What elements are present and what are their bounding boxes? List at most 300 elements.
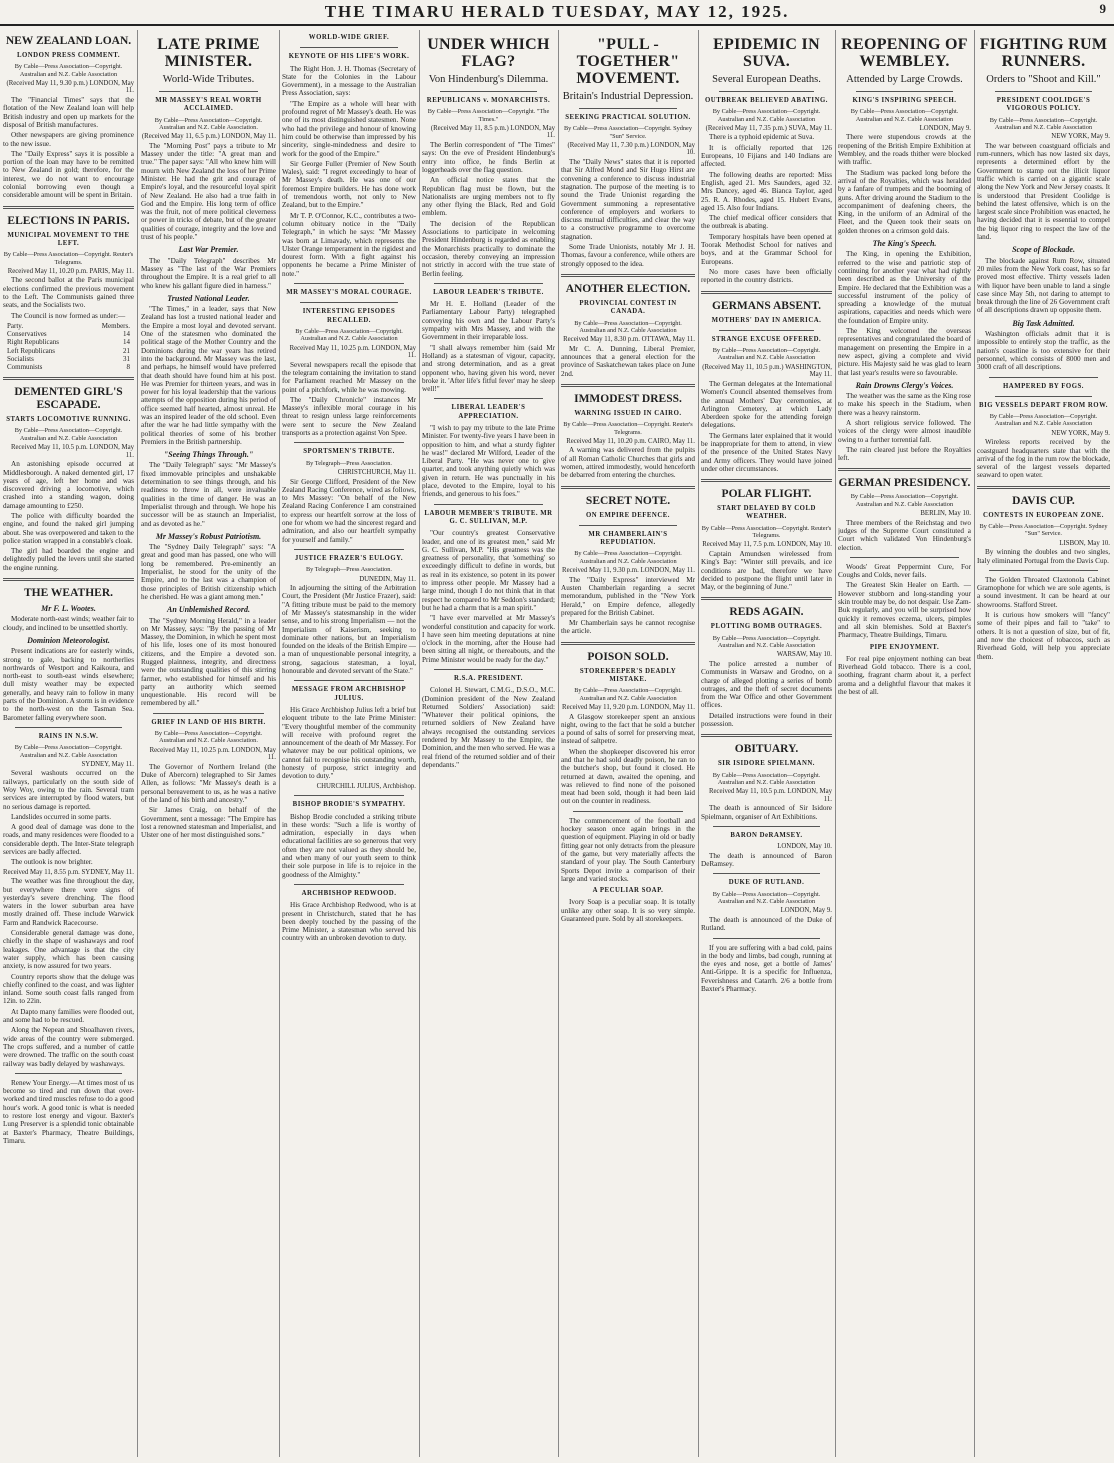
table-cell: Socialists: [7, 354, 34, 363]
divider: [300, 47, 398, 48]
article-paragraph: Considerable general damage was done, chiefly in the shape of washaways and roof leakages. One advantage is that the city water supply, which has been causing anxiety, is now assured for two years.: [3, 929, 134, 971]
column-8: [977, 30, 1110, 1459]
divider: [719, 330, 814, 331]
article-paragraph: The rain cleared just before the Royalties left.: [838, 445, 971, 463]
article-paragraph: Temporary hospitals have been opened at Toorak Methodist School for natives and boys, and at the Grammar School for Europeans.: [701, 232, 832, 266]
subheading: KEYNOTE OF HIS LIFE'S WORK.: [288, 53, 410, 61]
divider: [561, 384, 695, 387]
subheading: STOREKEEPER'S DEADLY MISTAKE.: [579, 667, 677, 684]
divider: [434, 398, 543, 399]
subheading: LONDON PRESS COMMENT.: [16, 52, 121, 59]
article-paragraph: Washington officials admit that it is impossible to entirely stop the traffic, as the nation's coastline is too extensive for their personnel, which consists of 8000 men and 3000 craft of all descriptions.: [977, 330, 1110, 372]
dateline: Received May 11, 9.20 p.m. LONDON, May 11.: [562, 703, 695, 711]
dateline: (Received May 11, 7.35 p.m.) SUVA, May 11.: [705, 124, 832, 132]
dateline: LONDON, May 9.: [780, 907, 832, 915]
table-cell: 8: [126, 362, 130, 371]
dateline: Received May 11, 8.30 p.m. OTTAWA, May 11.: [563, 336, 695, 344]
dateline-credit: By Telegraph—Press Association.: [305, 566, 393, 574]
article-paragraph: The death is announced of the Duke of Rutland.: [701, 915, 832, 933]
article-paragraph: By winning the doubles and two singles, Italy eliminated Portugal from the Davis Cup.: [977, 548, 1110, 565]
subheading: PLOTTING BOMB OUTRAGES.: [710, 623, 823, 631]
article-paragraph: Detailed instructions were found in their possession.: [701, 711, 832, 728]
article-paragraph: Mr H. E. Holland (Leader of the Parliamentary Labour Party) telegraphed conveying his own and the Labour Party's sympathy with Mrs Massey, and with the Government in their irreparable loss.: [422, 300, 555, 342]
article-paragraph: The Berlin correspondent of "The Times" says: On the eve of President Hindenburg's entry into office, he finds Berlin at loggerheads over the flag question.: [422, 141, 555, 174]
divider: [294, 680, 404, 681]
table-row: [7, 338, 130, 346]
divider: [294, 283, 404, 284]
article-paragraph: If you are suffering with a bad cold, pains in the body and limbs, bad cough, running at the eyes and nose, get a bottle of James' Anti-Grippe. It is a specific for Influenza, Feverishness and Catarrh. 2/6 a bottle from Baxter's Pharmacy.: [701, 943, 832, 994]
subheading: PRESIDENT COOLIDGE'S VIGOROUS POLICY.: [996, 97, 1091, 113]
dateline: NEW YORK, May 9.: [1051, 133, 1110, 141]
article-paragraph: Mr Chamberlain says he cannot recognise the article.: [561, 619, 695, 636]
divider: [713, 873, 820, 874]
article-paragraph: Three members of the Reichstag and two judges of the Supreme Court constituted a Court which validated Von Hindenburg's election.: [838, 518, 971, 552]
section-heading: Rain Drowns Clergy's Voices.: [855, 380, 954, 390]
divider: [701, 479, 832, 482]
masthead: [0, 0, 1114, 26]
section-heading: Last War Premier.: [178, 245, 239, 255]
divider: [573, 811, 683, 812]
article-paragraph: An official notice states that the Republican flag must be flown, but the Nationalists are urging members not to fly any other flying the Black, Red and Gold emblem.: [422, 176, 555, 218]
dateline: Received May 11, 10.20 p.m. CAIRO, May 11.: [566, 437, 695, 445]
article-paragraph: The girl had boarded the engine and delightedly pulled the levers until she started the engine running.: [3, 547, 134, 572]
dateline-credit: By Cable—Press Association—Copyright. Sydney "Sun" Service.: [563, 125, 693, 140]
section-heading: Trusted National Leader.: [167, 293, 250, 303]
subheading: SIR ISIDORE SPIELMANN.: [718, 760, 815, 768]
divider: [701, 734, 832, 737]
dateline: Received May 11, 10.20 p.m. PARIS, May 11.: [7, 267, 134, 275]
dateline-credit: By Cable—Press Association—Copyright. Reuter's Telegrams.: [3, 251, 134, 266]
article-paragraph: A warning was delivered from the pulpits of all Roman Catholic Churches that girls and women, attired immodestly, would henceforth be debarred from entering the churches.: [561, 446, 695, 480]
section-heading: The King's Speech.: [872, 239, 937, 249]
dateline-credit: By Cable—Press Association—Copyright. Australian and N.Z. Cable Association.: [154, 116, 263, 131]
divider: [850, 557, 959, 558]
subheading: CONTESTS IN EUROPEAN ZONE.: [982, 511, 1105, 519]
table-cell: Party.: [7, 321, 24, 330]
article-paragraph: Ivory Soap is a peculiar soap. It is totally unlike any other soap. It is so very simple. Guaranteed pure. Sold by all storekeepers.: [561, 898, 695, 924]
article-paragraph: His Grace Archbishop Julius left a brief but eloquent tribute to the late Prime Minister: "Every thoughtful member of the community will receive with profound regret the announcement of the death of Mr Massey. For whatever may be our political opinions, we cannot fail to recognise his outstanding worth, honesty of purpose, strict integrity and devotion to duty.": [282, 705, 416, 781]
subheading: PROVINCIAL CONTEST IN CANADA.: [579, 299, 677, 316]
divider: [561, 274, 695, 277]
article-paragraph: The Stadium was packed long before the arrival of the Royalties, which was heralded by a fanfare of trumpets and the booming of guns. After driving around the Stadium to the accompaniment of deafening cheers, the King, in the uniform of an Admiral of the Fleet, and the Queen took their seats on golden thrones on a crimson gold dais.: [838, 168, 971, 235]
article-paragraph: The "Daily Express" says it is possible a portion of the loan may have to be remitted to New Zealand in gold; therefore, for the interest, we do not want to encourage colonial borrowing even though a considerable amount will be spent in Britain.: [3, 149, 134, 200]
divider: [434, 669, 543, 670]
divider: [300, 302, 398, 303]
dateline-credit: By Cable—Press Association—Copyright. Australian and N.Z. Cable Association: [574, 687, 682, 702]
dateline: CHURCHILL JULIUS, Archbishop.: [316, 782, 416, 790]
article-paragraph: Captain Amundsen wirelessed from King's Bay: "Winter still prevails, and ice conditions are bad, therefore we have decided to postpone the flight until later in May, or the beginning of June.": [701, 549, 832, 592]
article-paragraph: The weather was fine throughout the day, but everywhere there were signs of yesterday's severe drenching. The flood waters in the lower suburban area have mostly drained off. These include Warwick Farm and Randwick Racecourse.: [3, 877, 134, 927]
article-paragraph: "Our country's greatest Conservative leader, and one of its greatest men," said Mr G. C. Sullivan, M.P. "His greatness was the greatness of personality, that 'something' so exceedingly difficult to define in words, but as real in its existence, so potent in its power to impress other people. Mr Massey had a large mind, though I do not think that in that respect he compared to Mr Seddon's standard; but he had a charm that is a man spirit.": [422, 529, 555, 612]
section-heading: Mr F. L. Wootes.: [41, 604, 96, 614]
subheading: WORLD-WIDE GRIEF.: [308, 34, 390, 41]
subheading: DUKE OF RUTLAND.: [728, 879, 805, 887]
article-paragraph: Sir George Clifford, President of the New Zealand Racing Conference, wired as follows, to Mrs Massey: "On behalf of the New Zealand Racing Conference I am constrained to express our heartfelt sorrow at the loss of one for whom we had the sincerest regard and admiration, and also our heartfelt sympathy for yourself and family.": [282, 477, 416, 544]
article-paragraph: Other newspapers are giving prominence to the new issue.: [3, 131, 134, 148]
divider: [579, 525, 677, 526]
article-paragraph: Mr T. P. O'Connor, K.C., contributes a two-column obituary notice in the "Daily Telegraph," in which he says: "Mr Massey was born at Limavady, which represents the Ulster Orange temperament in the rigidest and dourest form. With a fight against his opponents he became a Prime Minister of note.": [282, 211, 416, 278]
headline: FIGHTING RUM RUNNERS.: [979, 36, 1108, 70]
table-cell: 14: [123, 330, 130, 339]
divider: [989, 377, 1098, 378]
deck: Von Hindenburg's Dilemma.: [428, 74, 549, 85]
headline: POLAR FLIGHT.: [721, 488, 812, 501]
headline: REOPENING OF WEMBLEY.: [841, 36, 968, 70]
article-paragraph: The Golden Throated Claxtonola Cabinet Gramophone for which we are sole agents, is a sound investment. It can be heard at our showrooms. Stafford Street.: [977, 575, 1110, 609]
article-paragraph: Present indications are for easterly winds, strong to gale, backing to northerlies northwards of Westport and Kaikoura, and north-east to south-east winds elsewhere; dull misty weather may be expected generally, and heavy rain to follow in many parts of the Dominion. A storm is in evidence to the north-west on the Tasman Sea. Barometer falling everywhere soon.: [3, 647, 134, 722]
table-row: [7, 330, 130, 338]
article-paragraph: The outlook is now brighter.: [11, 858, 93, 867]
subheading: A PECULIAR SOAP.: [592, 887, 664, 895]
article-paragraph: A short religious service followed. The voices of the clergy were almost inaudible owing to a further torrential fall.: [838, 418, 971, 444]
divider: [3, 578, 134, 581]
dateline: Received May 11, 10.25 p.m. LONDON, May 11.: [149, 746, 276, 762]
article-paragraph: When the shopkeeper discovered his error and that he had sold deadly poison, he ran to the butcher's shop, but found it closed. He returned at dawn, awaited the opening, and was relieved to find none of the poisoned meat had been sold, though it had been laid out on the counter in readiness.: [561, 747, 695, 806]
divider: [856, 91, 953, 92]
article-paragraph: The Governor of Northern Ireland (the Duke of Abercorn) telegraphed to Sir James Allen, as follows: "Mr Massey's death is a personal bereavement to us, as he was a native of the land of his birth and ancestry.": [141, 762, 276, 805]
article-paragraph: A Glasgow storekeeper spent an anxious night, owing to the fact that he sold a butcher a pound of salts of sorrel for preserving meat, instead of saltpetre.: [561, 712, 695, 746]
subheading: SEEKING PRACTICAL SOLUTION.: [565, 114, 691, 121]
deck: Attended by Large Crowds.: [846, 74, 963, 85]
column-3: [282, 30, 416, 1459]
dateline-credit: By Cable—Press Association—Copyright. Australian and N.Z. Cable Association.: [154, 730, 263, 745]
article-paragraph: The Right Hon. J. H. Thomas (Secretary of State for the Colonies in the Labour Government), in a message to the Australian Press Association, says:: [282, 64, 416, 98]
dateline: LISBON, May 10.: [1059, 539, 1110, 547]
column-rule: [419, 30, 420, 1457]
dateline-credit: By Cable—Press Association—Copyright. Sydney "Sun" Service.: [979, 523, 1108, 538]
column-rule: [558, 30, 559, 1457]
divider: [561, 486, 695, 489]
dateline: (Received May 11, 6.5 p.m.) LONDON, May 11.: [141, 133, 276, 141]
article-paragraph: His Grace Archbishop Redwood, who is at present in Christchurch, stated that he has been deeply touched by the passing of the Prime Minister, a statesman who served his country with an unbroken devotion to duty.: [282, 901, 416, 943]
divider: [294, 549, 404, 550]
headline: THE WEATHER.: [23, 587, 114, 600]
section-heading: "Seeing Things Through.": [163, 450, 254, 460]
column-1: [3, 30, 134, 1459]
article-paragraph: "I wish to pay my tribute to the late Prime Minister. For twenty-five years I have been in opposition to him, and what a sturdy fighter he was!" declared Mr Wilford, Leader of the Liberal Party. "He was never one to give quarter, and took anything quietly which was given in return. He was punctually in his place, devoted to the Empire, loyal to his friends, and generous to his foes.": [422, 423, 555, 499]
article-paragraph: The "Daily Telegraph" describes Mr Massey as "The last of the War Premiers throughout the Empire. It is a real grief to all who knew his gallant figure died in harness.": [141, 256, 276, 290]
dateline: (Received May 11, 10.5 p.m.) WASHINGTON, May 11.: [702, 363, 832, 379]
article-paragraph: It is officially reported that 126 Europeans, 10 Fijians and 140 Indians are affected.: [701, 143, 832, 169]
dateline: LONDON, May 10.: [777, 843, 832, 851]
subheading: R.S.A. PRESIDENT.: [454, 675, 523, 682]
headline: GERMAN PRESIDENCY.: [838, 477, 971, 490]
dateline-credit: By Cable—Press Association—Copyright. Australian and N.Z. Cable Association: [712, 771, 821, 786]
subheading: SPORTSMEN'S TRIBUTE.: [303, 448, 395, 456]
article-paragraph: The Greatest Skin Healer on Earth. —However stubborn and long-standing your skin trouble may be, do not despair. Use Zam-Buk regularly, and you will be surprised how quickly it removes eczema, ulcers, pimples and all skin blemishes. Sold at Baxter's Pharmacy, Theatre Buildings, Timaru.: [838, 581, 971, 640]
subheading: MOTHERS' DAY IN AMERICA.: [711, 316, 822, 324]
subheading: MUNICIPAL MOVEMENT TO THE LEFT.: [7, 231, 130, 247]
article-paragraph: The second ballot at the Paris municipal elections confirmed the previous movement to the Left. The Communists gained three seats, and the Socialists two.: [3, 276, 134, 310]
subheading: LABOUR MEMBER'S TRIBUTE. MR G. C. SULLIVAN, M.P.: [424, 509, 553, 525]
dateline-credit: By Cable—Press Association—Copyright. Australian and N.Z. Cable Association: [850, 493, 959, 508]
article-paragraph: "The Empire as a whole will hear with profound regret of Mr Massey's death. He was one of its most distinguished statesmen. None who had the privilege and honour of knowing him could be otherwise than impressed by his sincerity, single-mindedness and desire to work for the good of the Empire.": [282, 99, 416, 158]
article-paragraph: Landslides occurred in some parts.: [11, 812, 111, 821]
divider: [713, 826, 820, 827]
dateline-credit: By Telegraph—Press Association.: [305, 459, 393, 467]
section-heading: Mr Massey's Robust Patriotism.: [155, 531, 262, 541]
subheading: BIG VESSELS DEPART FROM ROW.: [979, 401, 1108, 409]
subheading: RAINS IN N.S.W.: [38, 732, 99, 740]
article-paragraph: The "Financial Times" says that the flotation of the New Zealand loan will help British industry and open up markets for the disposal of British manufactures.: [3, 96, 134, 129]
dateline-credit: By Cable—Press Association—Copyright. Australian and N.Z. Cable Association: [712, 347, 821, 362]
divider: [159, 91, 258, 92]
divider: [15, 727, 122, 728]
headline: UNDER WHICH FLAG?: [427, 36, 550, 70]
article-paragraph: The death is announced of Baron DeRamsey.: [701, 851, 832, 869]
dateline-credit: By Cable—Press Association—Copyright. Australian and N.Z. Cable Association: [14, 427, 123, 442]
article-paragraph: Sir George Fuller (Premier of New South Wales), said: "I regret exceedingly to hear of Mr Massey's death. He was one of our foremost Empire builders. He has done work of tremendous worth, not only to New Zealand, but to the Empire.": [282, 159, 416, 210]
dateline: SYDNEY, May 11.: [81, 760, 134, 768]
article-paragraph: At Dapto many families were flooded out, and some had to be rescued.: [3, 1007, 134, 1025]
dateline-credit: By Cable—Press Association—Copyright. Australian and N.Z. Cable Association: [712, 634, 821, 650]
subheading: MR CHAMBERLAIN'S REPUDIATION.: [588, 530, 668, 547]
article-paragraph: "I shall always remember him (said Mr Holland) as a statesman of vigour, capacity, and strong determination, and as a great opponent who, having given his word, never broke it. 'After life's fitful fever' may he sleep well!": [422, 343, 555, 394]
article-paragraph: Along the Nepean and Shoalhaven rivers, wide areas of the country were submerged. The crops suffered, and a number of cattle were drowned. The traffic on the south coast railway was badly delayed by washaways.: [3, 1026, 134, 1068]
subheading: OUTBREAK BELIEVED ABATING.: [705, 97, 828, 104]
section-heading: Scope of Blockade.: [1012, 245, 1075, 255]
dateline: NEW YORK, May 9.: [1051, 429, 1110, 437]
divider: [719, 91, 814, 92]
subheading: REPUBLICANS v. MONARCHISTS.: [426, 97, 551, 104]
divider: [989, 570, 1098, 571]
divider: [434, 283, 543, 284]
column-7: [838, 30, 971, 1459]
headline: EPIDEMIC IN SUVA.: [713, 36, 820, 70]
subheading: GRIEF IN LAND OF HIS BIRTH.: [151, 718, 266, 726]
dateline: CHRISTCHURCH, May 11.: [337, 468, 416, 476]
newspaper-title: THE TIMARU HERALD TUESDAY, MAY 12, 1925.: [324, 2, 790, 21]
section-heading: An Unblemished Record.: [167, 605, 250, 615]
divider: [3, 377, 134, 380]
article-paragraph: Renew Your Energy.—At times most of us become so tired and run down that over-worked and tired muscles refuse to do a good hour's work. A good tonic is what is needed to restore lost energy and vigour. Baxter's Lung Preserver is a splendid tonic obtainable at Baxter's Pharmacy, Theatre Buildings, Timaru.: [3, 1078, 134, 1145]
column-rule: [137, 30, 138, 1457]
subheading: MESSAGE FROM ARCHBISHOP JULIUS.: [291, 686, 407, 702]
dateline-credit: By Cable—Press Association—Copyright. Australian and N.Z. Cable Association: [989, 116, 1098, 131]
article-paragraph: The blockade against Rum Row, situated 20 miles from the New York coast, has so far proved most effective. Thirty vessels laden with liquor have been unable to land a single case since May 5th, not daring to attempt to break through the line of 26 Government craft of all descriptions drawn up opposite them.: [977, 256, 1110, 315]
subheading: JUSTICE FRAZER'S EULOGY.: [294, 554, 404, 562]
divider: [579, 108, 677, 109]
dateline-credit: By Cable—Press Association—Copyright. Reuter's Telegrams.: [701, 524, 832, 540]
headline: "PULL - TOGETHER" MOVEMENT.: [576, 36, 680, 87]
dateline: Received May 11, 8.55 p.m. SYDNEY, May 11.: [3, 868, 134, 876]
article-paragraph: The war between coastguard officials and rum-runners, which has now lasted six days, represents a determined effort by the Government to stamp out the illicit liquor traffic which is carried on a gigantic scale along the New York and New Jersey coasts. It is understood that President Coolidge is behind the latest offensive, which is on the largest scale since Prohibition was enacted, he having decided that it is essential to compel the big liquor ring to respect the law of the land.: [977, 141, 1110, 242]
dateline-credit: By Cable—Press Association—Copyright. Australian and N.Z. Cable Association: [14, 63, 123, 78]
article-paragraph: An astonishing episode occurred at Middlesborough. A naked demented girl, 17 years of age, left her home and was discovered driving a locomotive, which crashed into a standing wagon, doing damage amounting to £250.: [3, 460, 134, 510]
dateline: WARSAW, May 10.: [776, 651, 832, 659]
deck: Orders to "Shoot and Kill.": [986, 74, 1101, 85]
divider: [294, 884, 404, 885]
article-paragraph: The weather was the same as the King rose to make his speech in the Stadium, when there was a heavy rainstorm.: [838, 392, 971, 417]
dateline-credit: By Cable—Press Association—Copyright. Australian and N.Z. Cable Association: [712, 108, 821, 123]
article-paragraph: Several washouts occurred on the railways, particularly on the south side of Woy Woy, owing to the rain. Several tram services are interrupted by flood waters, but no serious damage is reported.: [3, 769, 134, 811]
article-paragraph: "I have ever marvelled at Mr Massey's wonderful constitution and capacity for work. I have seen him meeting deputations at nine o'clock in the morning, after the House had been sitting all night, or thereabouts, and the Prime Minister would be ready for the day.": [422, 614, 555, 664]
column-rule: [974, 30, 975, 1457]
dateline-credit: By Cable—Press Association—Copyright. Reuter's Telegrams.: [563, 421, 693, 436]
divider: [701, 597, 832, 600]
subheading: LABOUR LEADER'S TRIBUTE.: [433, 288, 544, 296]
table-row: [7, 322, 130, 330]
table-row: [7, 355, 130, 363]
divider: [294, 442, 404, 443]
dateline: LONDON, May 9.: [919, 124, 971, 132]
column-5: [561, 30, 695, 1459]
column-6: [701, 30, 832, 1459]
subheading: WARNING ISSUED IN CAIRO.: [574, 409, 682, 417]
column-2: [141, 30, 276, 1459]
section-heading: Big Task Admitted.: [1012, 318, 1075, 328]
subheading: LIBERAL LEADER'S APPRECIATION.: [451, 404, 526, 420]
headline: NEW ZEALAND LOAN.: [5, 35, 132, 47]
table-cell: Conservatives: [7, 330, 47, 339]
table-row: [7, 363, 130, 371]
article-paragraph: Moderate north-east winds; weather fair to cloudy, and inclined to be unsettled shortly.: [3, 615, 134, 632]
dateline-credit: By Cable—Press Association—Copyright. Australian and N.Z. Cable Association: [574, 550, 682, 565]
dateline-credit: By Cable—Press Association—Copyright. Australian and N.Z. Cable Association: [850, 108, 959, 123]
article-paragraph: The decision of the Republican Associations to participate in welcoming President Hindenburg is regarded as enabling the Monarchists practically to dominate the occasion, thereby conveying an impression not strictly in accord with the true state of Berlin feeling.: [422, 219, 555, 278]
divider: [3, 206, 134, 209]
article-paragraph: The King, in opening the Exhibition, referred to the wise and patriotic step of continuing for another year what had rightly been described as the University of the Empire. He declared that the Exhibition was a successful instrument of the policy of spreading a knowledge of the mutual aspirations, capacities and needs which were the foundation of Empire unity.: [838, 250, 971, 325]
table-cell: 14: [123, 338, 130, 347]
headline: SECRET NOTE.: [585, 494, 671, 507]
article-paragraph: Colonel H. Stewart, C.M.G., D.S.O., M.C. (Dominion president of the New Zealand Returned Soldiers' Association) said: "Whatever their political opinions, the returned soldiers of New Zealand have always recognised the outstanding services rendered by Mr Massey to the Empire, the Dominion, and the men who served. He was a real friend of the returned soldier and of their dependants.": [422, 686, 555, 769]
headline: OBITUARY.: [734, 743, 799, 756]
headline: ELECTIONS IN PARIS.: [7, 214, 130, 227]
article-paragraph: It is curious how smokers will "fancy" some of their pipes and fail to "take" to others. It is not a question of size, but of fit, and now the choicest of tobaccos, such as Riverhead Gold, will help you appreciate them.: [977, 611, 1110, 661]
article-paragraph: The police with difficulty boarded the engine, and found the naked girl jumping about. She was overpowered and taken to the police station wrapped in a constable's cloak.: [3, 511, 134, 545]
subheading: BISHOP BRODIE'S SYMPATHY.: [292, 801, 406, 809]
column-4: [422, 30, 555, 1459]
article-paragraph: The "Morning Post" pays a tribute to Mr Massey under the title: "A great man and true." The paper says: "All who knew him will mourn with New Zealand the loss of her Prime Minister. He had the grit and courage of Empire's loyal, and the resourceful loyal spirit of New Zealand. He also had a true faith in God and the Empire. His long term of office was the fruit, not of mere political cleverness or power in tricks of debate, but of the greater qualities of courage, integrity and the love and trust of his people.": [141, 141, 276, 242]
headline: POISON SOLD.: [587, 650, 669, 663]
deck: Britain's Industrial Depression.: [562, 91, 694, 102]
dateline-credit: By Cable—Press Association—Copyright. Australian and N.Z. Cable Association: [295, 327, 403, 343]
table-cell: Right Republicans: [7, 338, 59, 347]
headline: IMMODEST DRESS.: [574, 392, 682, 405]
article-paragraph: "The Times," in a leader, says that New Zealand has lost a trusted national leader and the Empire a most loyal and devoted servant. One of the statesmen who dominated the political stage of the Mother Country and the Dominions during the war years has retired into the background. Mr Massey was the last, and perhaps, he himself would have preferred that death should have found him at his post. He was Premier for thirteen years, and was in power for his loyal leadership that the various attempts of the opposition during his period of office seemed half hearted, almost unreal. He was an inspired leader of the old school. Even after the war he had little sympathy with the political theories of some of his brother Premiers in the British partnership.: [141, 305, 276, 446]
article-paragraph: A good deal of damage was done to the roads, and many residences were flooded to a considerable depth. The Inter-State telegraph services are badly affected.: [3, 823, 134, 857]
party-table: [7, 322, 130, 371]
subheading: KING'S INSPIRING SPEECH.: [852, 97, 957, 104]
dateline: Received May 11, 10.5 p.m. LONDON, May 11.: [10, 444, 134, 459]
headline: REDS AGAIN.: [729, 606, 804, 619]
article-paragraph: The police arrested a number of Communists in Warsaw and Grodno, on a charge of alleged plotting a series of bomb outrages, and the theft of secret documents from the War Office and other Government offices.: [701, 659, 832, 710]
article-paragraph: The "Daily Telegraph" says: "Mr Massey's fixed immovable principles and unshakable determination to see things through, and his readiness to throw in all, were invaluable qualities in the time of danger. He was an Imperialist through and through. We hope his successor will be as staunch an Imperialist, and as devoted as he.": [141, 461, 276, 528]
table-cell: 31: [123, 354, 130, 363]
dateline: (Received May 11, 9.30 p.m.) LONDON, May 11.: [6, 79, 134, 95]
dateline-credit: By Cable—Press Association—Copyright. Australian and N.Z. Cable Association: [14, 744, 123, 759]
divider: [440, 91, 537, 92]
article-paragraph: Bishop Brodie concluded a striking tribute in these words: "Such a life is worthy of admiration, especially in days when educational facilities are so generous that very often they are not valued as they should be, and when many of our youth seem to think their sole purpose in life is to rejoice in the goodness of the Almighty.": [282, 812, 416, 879]
divider: [977, 486, 1110, 489]
divider: [995, 91, 1092, 92]
headline: GERMANS ABSENT.: [711, 299, 822, 312]
headline: ANOTHER ELECTION.: [565, 282, 691, 295]
dateline: Received May 11, 9.30 p.m. LONDON, May 11.: [562, 567, 695, 575]
divider: [995, 396, 1092, 397]
table-cell: Members.: [101, 321, 130, 330]
divider: [713, 938, 820, 939]
divider: [294, 795, 404, 796]
subheading: START DELAYED BY COLD WEATHER.: [717, 505, 816, 521]
article-paragraph: In adjourning the sitting of the Arbitration Court, the President (Mr Justice Frazer), said: "A fitting tribute must be paid to the memory of Mr Massey's statesmanship in the wider sense, and to his strong Imperialism — not the Imperialism of Kaiserism, seeking to dominate other nations, but an Imperialism founded on the ideals of the British Empire — a man of unquestionable personal integrity, a strong, sagacious statesman, a loyal, honourable and devoted servant of the State.": [282, 584, 416, 676]
dateline: Received May 11, 7.5 p.m. LONDON, May 10.: [702, 541, 832, 549]
subheading: MR MASSEY'S MORAL COURAGE.: [286, 289, 412, 297]
column-rule: [835, 30, 836, 1457]
section-heading: Dominion Meteorologist.: [27, 635, 110, 645]
deck: Several European Deaths.: [712, 74, 821, 85]
article-paragraph: The commencement of the football and hockey season once again brings in the question of equipment. Playing in old or badly fitting gear not only detracts from the pleasure of the game, but very materially affects the standard of your play. The South Canterbury Sports Depot invite a comparison of their large and varied stocks.: [561, 816, 695, 883]
table-cell: Communists: [7, 362, 43, 371]
table-row: [7, 347, 130, 355]
article-paragraph: Wireless reports received by the coastguard headquarters state that with the arrival of the fog in the rum row the blockade, several of the largest vessels departed seaward to open water.: [977, 438, 1110, 480]
subheading: BARON DeRAMSEY.: [730, 831, 803, 839]
deck: World-Wide Tributes.: [162, 74, 255, 85]
column-rule: [698, 30, 699, 1457]
article-paragraph: There is a typhoid epidemic at Suva.: [709, 133, 815, 142]
dateline: (Received May 11, 8.5 p.m.) LONDON, May 11.: [430, 124, 555, 140]
article-paragraph: The "Daily Express" interviewed Mr Austen Chamberlain regarding a secret memorandum, published in the "New York Herald," on Empire defence, allegedly prepared for the British Cabinet.: [561, 575, 695, 617]
article-paragraph: The King welcomed the overseas representatives and congratulated the board of management on presenting the Empire in a new aspect, giving a complete and vivid picture. His Majesty said he was glad to learn that last year's results were so favourable.: [838, 327, 971, 377]
article-paragraph: The chief medical officer considers that the outbreak is abating.: [701, 214, 832, 231]
divider: [701, 291, 832, 294]
subheading: PIPE ENJOYMENT.: [869, 643, 940, 651]
divider: [15, 1073, 122, 1074]
divider: [153, 713, 264, 714]
article-paragraph: Sir James Craig, on behalf of the Government, sent a message: "The Empire has lost a renowned statesman and Imperialist, and Ulster one of her most distinguished sons.": [141, 806, 276, 840]
article-paragraph: There were stupendous crowds at the reopening of the British Empire Exhibition at Wembley, and the roads thither were blocked with traffic.: [838, 133, 971, 167]
subheading: STRANGE EXCUSE OFFERED.: [711, 335, 822, 343]
dateline: Received May 11, 10.5 p.m. LONDON, May 11.: [708, 788, 832, 803]
divider: [838, 468, 971, 471]
dateline: Received May 11, 10.25 p.m. LONDON, May 11.: [289, 344, 416, 360]
dateline: DUNEDIN, May 11.: [359, 575, 416, 583]
article-paragraph: Some Trade Unionists, notably Mr J. H. Thomas, favour a conference, while others are strongly opposed to the idea.: [561, 243, 695, 268]
dateline-credit: By Cable—Press Association—Copyright. Australian and N.Z. Cable Association: [989, 413, 1098, 428]
dateline-credit: By Cable—Press Association—Copyright. Australian and N.Z. Cable Association: [712, 890, 821, 906]
article-paragraph: The "Daily News" states that it is reported that Sir Alfred Mond and Sir Hugo Hirst are convening a conference to discuss industrial stagnation. The purpose of the meeting is to sound the Trade Unionist regarding the Government summoning a representative conference of employers and workers to discuss mutual difficulties, and clear the way to a constructive programme to overcome stagnation.: [561, 158, 695, 241]
article-paragraph: The "Sydney Morning Herald," in a leader on Mr Massey, says: "By the passing of Mr Massey, the Dominion, in which he spent most of his life, loses one of its most honoured citizens, and the Empire a devoted son. Rugged plainness, integrity, and directness were the outstanding qualities of this stirring farmer, who established for himself and his party an authority which seemed unquestionable. His record will be remembered by all.": [141, 616, 276, 708]
article-paragraph: Woods' Great Peppermint Cure, For Coughs and Colds, never fails.: [838, 562, 971, 580]
subheading: STARTS LOCOMOTIVE RUNNING.: [6, 416, 131, 424]
dateline-credit: By Cable—Press Association—Copyright. Australian and N.Z. Cable Association: [574, 319, 682, 334]
subheading: HAMPERED BY FOGS.: [1003, 382, 1084, 390]
dateline: BERLIN, May 10.: [920, 510, 971, 518]
dateline-credit: By Cable—Press Association—Copyright. "The Times.": [427, 108, 550, 123]
column-rule: [279, 30, 280, 1457]
article-paragraph: Mr C. A. Dunning, Liberal Premier, announces that a general election for the province of Saskatchewan takes place on June 2nd.: [561, 344, 695, 378]
article-paragraph: The following deaths are reported: Miss English, aged 21. Mrs Saunders, aged 32. Mrs Dancey, aged 46. Bianca Taylor, aged 25. R. A. Rhodes, aged 15. Hubert Evans, aged 15. Also four Indians.: [701, 170, 832, 212]
table-cell: 21: [123, 346, 130, 355]
article-paragraph: The German delegates at the International Women's Council absented themselves from the annual Mothers' Day ceremonies, at Arlington Cemetery, at which Lady Aberdeen spoke for the attending foreign delegations.: [701, 379, 832, 430]
headline: DEMENTED GIRL'S ESCAPADE.: [14, 386, 123, 412]
article-paragraph: For real pipe enjoyment nothing can beat Riverhead Gold tobacco. There is a cool, soothing, fragrant charm about it, a perfect aroma and a delightful flavour that makes it the best of all.: [838, 654, 971, 696]
subheading: MR MASSEY'S REAL WORTH ACCLAIMED.: [155, 97, 262, 113]
divider: [561, 642, 695, 645]
article-paragraph: Several newspapers recall the episode that the telegram containing the invitation to stand for Parliament reached Mr Massey on the point of a pitchfork, while he was mowing.: [282, 360, 416, 394]
dateline: (Received May 11, 7.30 p.m.) LONDON, May 10.: [567, 141, 695, 157]
subheading: ARCHBISHOP REDWOOD.: [301, 889, 397, 897]
article-paragraph: The "Daily Chronicle" instances Mr Massey's inflexible moral courage in his threat to resign unless large reinforcements were sent to secure the New Zealand transports as a protection against Von Spee.: [282, 395, 416, 438]
article-paragraph: The "Sydney Daily Telegraph" says: "A great and good man has passed, one who will long be remembered. Pre-eminently an Imperialist, he stood for the unity of the Empire, and to the last was a champion of those principles of British citizenship which he cherished. He was a giant among men.": [141, 543, 276, 601]
table-cell: Left Republicans: [7, 346, 56, 355]
divider: [434, 504, 543, 505]
page-number: 9: [1099, 1, 1106, 16]
headline: DAVIS CUP.: [1012, 494, 1075, 507]
headline: LATE PRIME MINISTER.: [157, 36, 260, 70]
article-paragraph: Country reports show that the deluge was chiefly confined to the coast, and was lighter inland. Some south coast falls ranged from 12in. to 22in.: [3, 972, 134, 1006]
article-paragraph: No more cases have been officially reported in the country districts.: [701, 267, 832, 285]
